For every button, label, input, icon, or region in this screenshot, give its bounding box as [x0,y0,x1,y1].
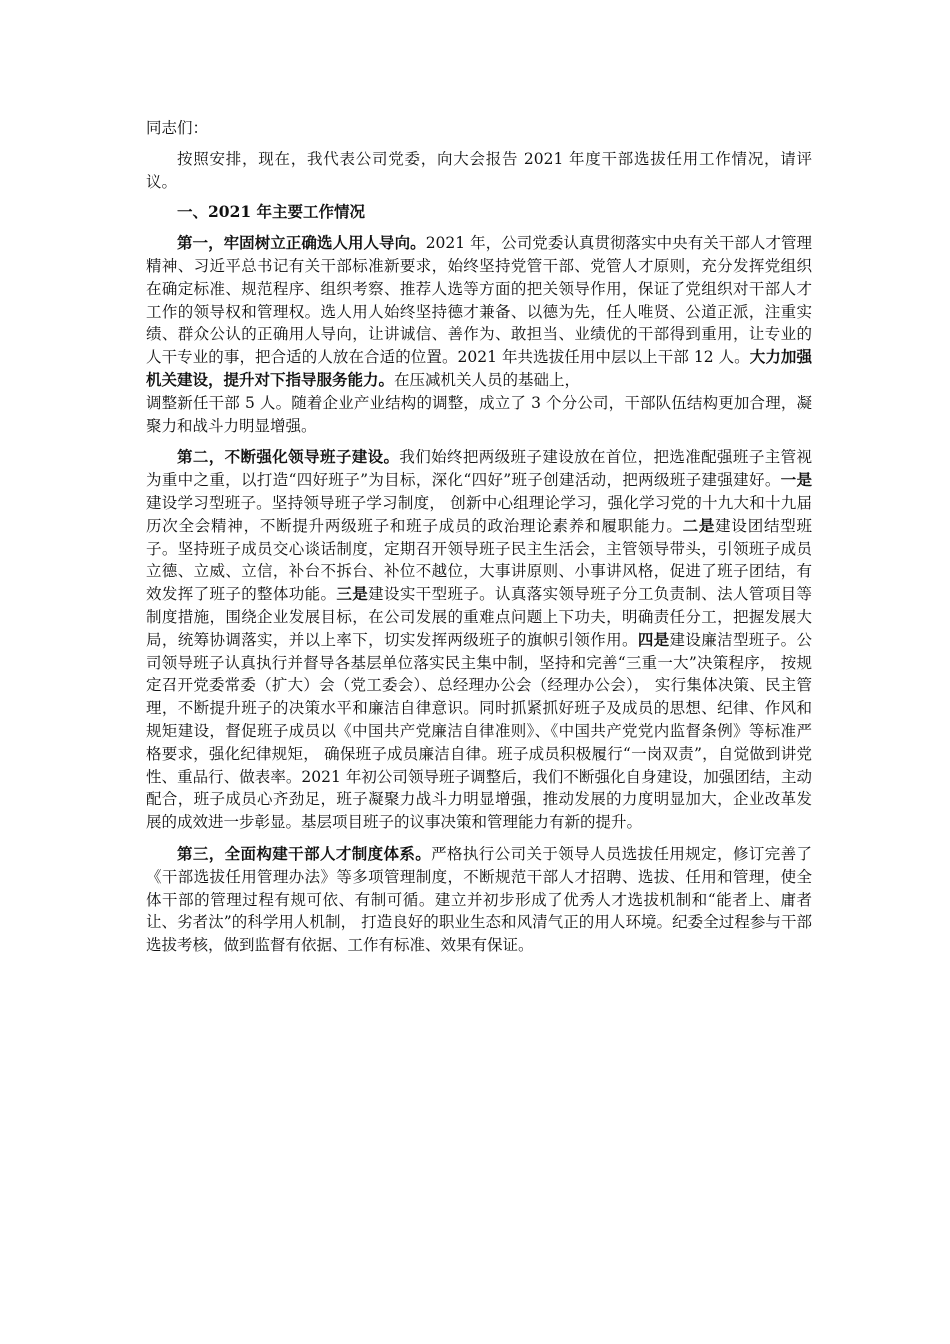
paragraph-first-lead: 第一，牢固树立正确选人用人导向。 [177,233,426,253]
paragraph-second-text-5: 建设廉洁型班子。公司领导班子认真执行并督导各基层单位落实民主集中制，坚持和完善“三重一大”决策程序， 按规定召开党委常委（扩大）会（党工委会）、总经理办公会（经理办公会）， 实行集体决策、民主管理，不断提升班子的决策水平和廉洁自律意识。同时抓紧抓好班子及成员的思想、纪律、作风和规矩建设，督促班子成员以《中国共产党廉洁自律准则》、《中国共产党党内监督条例》等标准严格要求，强化纪律规矩， 确保班子成员廉洁自律。班子成员积极履行“一岗双责”，自觉做到讲党性、重品行、做表率。2021 年初公司领导班子调整后，我们不断强化自身建设，加强团结，主动配合，班子成员心齐劲足，班子凝聚力战斗力明显增强，推动发展的力度明显加大，企业改革发展的成效进一步彰显。基层项目班子的议事决策和管理能力有新的提升。 [146,630,812,832]
paragraph-second-text-2: 建设学习型班子。坚持领导班子学习制度， 创新中心组理论学习，强化学习党的十九大和十九届历次全会精神，不断提升两级班子和班子成员的政治理论素养和履职能力。 [146,493,812,535]
keyword-third: 三是 [336,584,369,604]
paragraph-third [146,843,812,957]
paragraph-first-text-3: 调整新任干部 5 人。随着企业产业结构的调整，成立了 3 个分公司，干部队伍结构更加合理，凝聚力和战斗力明显增强。 [146,393,812,435]
paragraph-third-lead: 第三，全面构建干部人才制度体系。 [177,843,432,863]
greeting: 同志们： [146,119,209,137]
paragraph-third-text: 严格执行公司关于领导人员选拔任用规定，修订完善了《干部选拔任用管理办法》等多项管理制度，不断规范干部人才招聘、选拔、任用和管理，使全体干部的管理过程有规可依、有制可循。建立并初步形成了优秀人才选拔机制和“能者上、庸者让、劣者汰”的科学用人机制， 打造良好的职业生态和风清气正的用人环境。纪委全过程参与干部选拔考核，做到监督有依据、工作有标准、效果有保证。 [146,844,812,955]
paragraph-second-text-3: 建设团结型班子。坚持班子成员交心谈话制度，定期召开领导班子民主生活会，主管领导带头，引领班子成员立德、立威、立信，补台不拆台、补位不越位，大事讲原则、小事讲风格，促进了班子团结，有效发挥了班子的整体功能。 [146,516,812,604]
section-heading: 一、2021 年主要工作情况 [177,202,366,222]
paragraph-first-text: 2021 年，公司党委认真贯彻落实中央有关干部人才管理精神、习近平总书记有关干部标准新要求，始终坚持党管干部、党管人才原则，充分发挥党组织在确定标准、规范程序、组织考察、推荐人选等方面的把关领导作用，保证了党组织对干部人才工作的领导权和管理权。选人用人始终坚持德才兼备、以德为先，任人唯贤、公道正派，注重实绩、群众公认的正确用人导向，让讲诚信、善作为、敢担当、业绩优的干部得到重用，让专业的人干专业的事，把合适的人放在合适的位置。2021 年共选拔任用中层以上干部 12 人。 [146,234,812,367]
paragraph-second-text-4: 建设实干型班子。认真落实领导班子分工负责制、法人管项目等制度措施，围绕企业发展目标，在公司发展的重难点问题上下功夫，明确责任分工，把握发展大局，统筹协调落实，并以上率下，切实发挥两级班子的旗帜引领作用。 [146,585,812,649]
keyword-second: 二是 [682,515,716,535]
paragraph-first-bold: 大力加强机关建设，提升对下指导服务能力。 [146,347,812,389]
keyword-fourth: 四是 [637,629,670,649]
document-body [146,117,812,966]
intro-paragraph: 按照安排，现在，我代表公司党委，向大会报告 2021 年度干部选拔任用工作情况，请评议。 [146,149,812,191]
paragraph-second-lead: 第二，不断强化领导班子建设。 [177,447,400,467]
paragraph-first [146,232,812,437]
paragraph-first-text-2: 在压减机关人员的基础上， [394,370,581,389]
paragraph-second-text: 我们始终把两级班子建设放在首位，把选准配强班子主管视为重中之重，以打造“四好班子”为目标，深化“四好”班子创建活动，把两级班子建强建好。 [146,448,812,490]
keyword-first: 一是 [780,470,812,490]
paragraph-second [146,446,812,834]
